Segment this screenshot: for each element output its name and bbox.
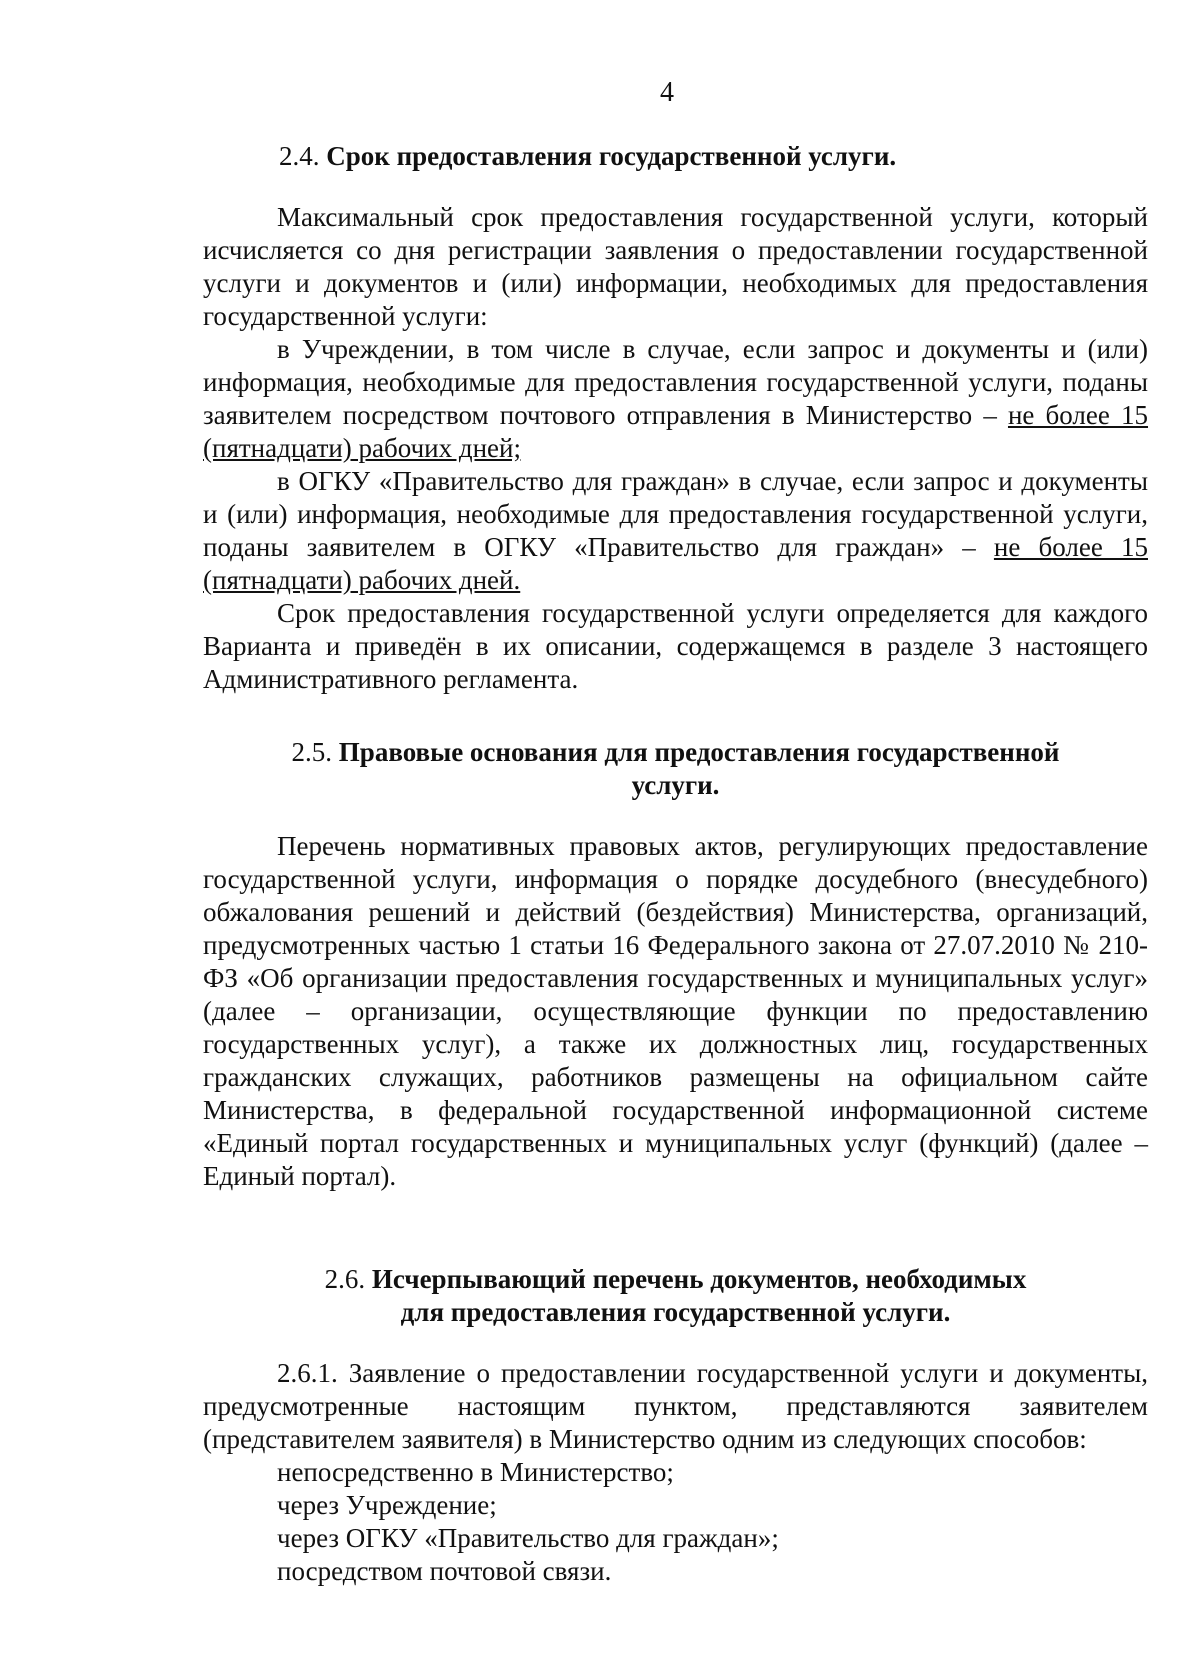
section-2-6-title-line1: Исчерпывающий перечень документов, необходимых bbox=[371, 1264, 1027, 1294]
submission-way-3: через ОГКУ «Правительство для граждан»; bbox=[277, 1523, 779, 1553]
section-2-5-title-line1: Правовые основания для предоставления государственной bbox=[338, 737, 1060, 767]
section-2-5-paragraph: Перечень нормативных правовых актов, регулирующих предоставление государственной услуги, информация о порядке досудебного (внесудебного) обжалования решений и действий (бездействия) Министерства, организаций, предусмотренных частью 1 статьи 16 Федерального закона от 27.07.2010 № 210-ФЗ «Об организации предоставления государственных и муниципальных услуг» (далее – организации, осуществляющие функции по предоставлению государственных услуг), а также их должностных лиц, государственных гражданских служащих, работников размещены на официальном сайте Министерства, в федеральной государственной информационной системе «Единый портал государственных и муниципальных услуг (функций) (далее – Единый портал). bbox=[203, 831, 1148, 1191]
document-body bbox=[203, 140, 1148, 1588]
section-2-6-1-paragraph: 2.6.1. Заявление о предоставлении государственной услуги и документы, предусмотренные настоящим пунктом, представляются заявителем (представителем заявителя) в Министерство одним из следующих способов: bbox=[203, 1358, 1148, 1454]
section-2-4-item-1 bbox=[203, 333, 1148, 465]
section-2-6-number: 2.6. bbox=[324, 1264, 366, 1294]
section-2-4-heading bbox=[203, 140, 1148, 173]
section-2-6-heading bbox=[203, 1263, 1148, 1296]
section-2-4-item-2 bbox=[203, 465, 1148, 597]
section-2-4-number: 2.4. bbox=[279, 141, 320, 171]
section-2-4-title: Срок предоставления государственной услуги. bbox=[326, 141, 897, 171]
item-1-term: не более 15 (пятнадцати) рабочих дней; bbox=[203, 400, 1149, 463]
section-2-4-closing: Срок предоставления государственной услуги определяется для каждого Варианта и приведён в их описании, содержащемся в разделе 3 настоящего Административного регламента. bbox=[203, 598, 1148, 694]
submission-way-1: непосредственно в Министерство; bbox=[277, 1457, 674, 1487]
item-1-text: в Учреждении, в том числе в случае, если запрос и документы и (или) информация, необходимые для предоставления государственной услуги, поданы заявителем посредством почтового отправления в Министерство – bbox=[203, 334, 1148, 430]
submission-way-4: посредством почтовой связи. bbox=[277, 1556, 612, 1586]
item-2-text: в ОГКУ «Правительство для граждан» в случае, если запрос и документы и (или) информация, необходимые для предоставления государственной услуги, поданы заявителем в ОГКУ «Правительство для граждан» – bbox=[203, 466, 1148, 562]
section-2-4-intro: Максимальный срок предоставления государственной услуги, который исчисляется со дня регистрации заявления о предоставлении государственной услуги и документов и (или) информации, необходимых для предоставления государственной услуги: bbox=[203, 202, 1148, 331]
section-2-5-title-line2: услуги. bbox=[631, 770, 720, 800]
submission-way-2: через Учреждение; bbox=[277, 1490, 497, 1520]
page-number: 4 bbox=[660, 77, 674, 108]
section-2-6-title-line2: для предоставления государственной услуги. bbox=[400, 1297, 951, 1327]
section-2-5-heading bbox=[203, 736, 1148, 769]
section-2-5-number: 2.5. bbox=[291, 737, 333, 767]
item-2-term: не более 15 (пятнадцати) рабочих дней. bbox=[203, 532, 1148, 595]
